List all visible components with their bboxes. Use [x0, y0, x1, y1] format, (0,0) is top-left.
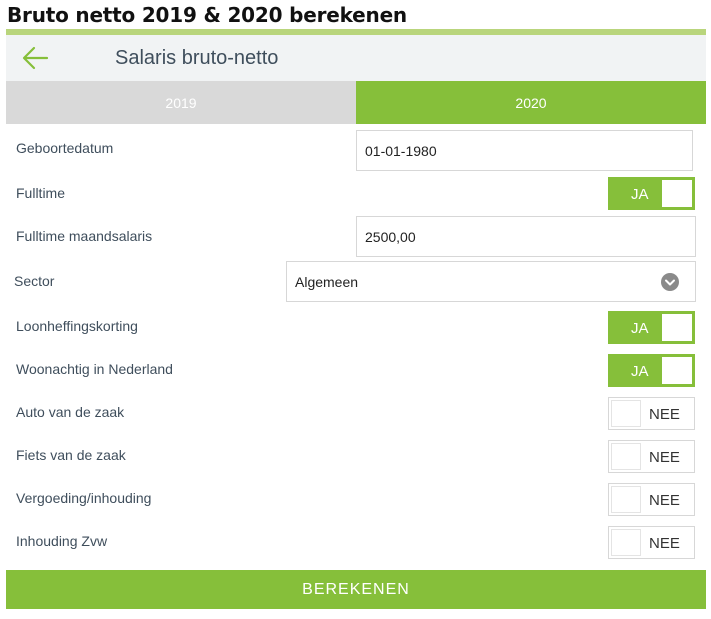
- geboortedatum-field[interactable]: [356, 130, 693, 171]
- toggle-knob: [611, 400, 641, 427]
- maandsalaris-label: Fulltime maandsalaris: [16, 228, 153, 244]
- loonheffingskorting-toggle[interactable]: [608, 311, 695, 344]
- sector-select[interactable]: [286, 261, 696, 302]
- toggle-knob: [611, 443, 641, 470]
- vergoeding-toggle[interactable]: [608, 483, 695, 516]
- fiets-toggle[interactable]: [608, 440, 695, 473]
- arrow-left-icon[interactable]: [20, 45, 50, 71]
- berekenen-button[interactable]: BEREKENEN: [6, 570, 706, 609]
- app-header: [6, 35, 706, 81]
- toggle-knob: [662, 357, 692, 384]
- toggle-knob: [611, 529, 641, 556]
- loonheffingskorting-label: Loonheffingskorting: [16, 318, 138, 334]
- toggle-state: JA: [631, 186, 649, 203]
- chevron-down-icon: [661, 273, 679, 291]
- auto-label: Auto van de zaak: [16, 404, 125, 420]
- maandsalaris-field[interactable]: [356, 216, 696, 257]
- toggle-knob: [611, 486, 641, 513]
- geboortedatum-label: Geboortedatum: [16, 140, 114, 156]
- toggle-knob: [662, 314, 692, 341]
- toggle-state: NEE: [649, 492, 680, 509]
- fulltime-label: Fulltime: [16, 185, 66, 201]
- zvw-toggle[interactable]: [608, 526, 695, 559]
- vergoeding-label: Vergoeding/inhouding: [16, 490, 152, 506]
- sector-label: Sector: [14, 273, 55, 289]
- header-title: Salaris bruto-netto: [115, 47, 279, 69]
- woonachtig-label: Woonachtig in Nederland: [16, 361, 173, 377]
- toggle-state: NEE: [649, 406, 680, 423]
- page-title: Bruto netto 2019 & 2020 berekenen: [7, 3, 407, 27]
- tab-2020[interactable]: 2020: [356, 81, 706, 124]
- sector-value: Algemeen: [295, 274, 359, 290]
- toggle-state: NEE: [649, 535, 680, 552]
- toggle-state: JA: [631, 363, 649, 380]
- fulltime-toggle[interactable]: [608, 177, 695, 210]
- auto-toggle[interactable]: [608, 397, 695, 430]
- toggle-state: JA: [631, 320, 649, 337]
- year-tabs: [6, 81, 706, 124]
- toggle-state: NEE: [649, 449, 680, 466]
- woonachtig-toggle[interactable]: [608, 354, 695, 387]
- toggle-knob: [662, 180, 692, 207]
- zvw-label: Inhouding Zvw: [16, 533, 108, 549]
- fiets-label: Fiets van de zaak: [16, 447, 126, 463]
- tab-2019[interactable]: 2019: [6, 81, 356, 124]
